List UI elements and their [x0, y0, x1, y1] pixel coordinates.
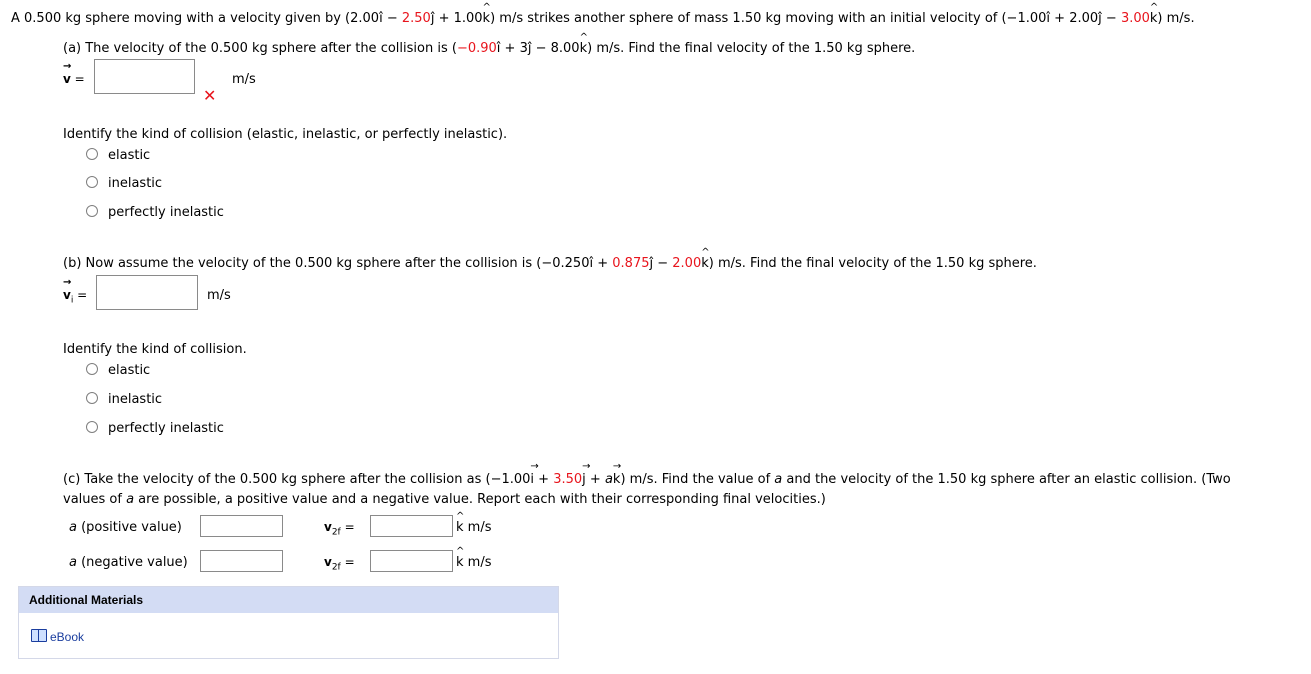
part-b-option-elastic: elastic: [108, 363, 151, 378]
v2f-negative-input[interactable]: [370, 550, 453, 572]
part-b-option-perfectly-inelastic: perfectly inelastic: [108, 421, 224, 436]
part-a-radio-perfectly-inelastic[interactable]: [86, 205, 98, 217]
part-b-unit: m/s: [207, 288, 231, 303]
a-positive-input[interactable]: [200, 515, 283, 537]
a-positive-label: a (positive value): [69, 520, 182, 535]
v2f-positive-input[interactable]: [370, 515, 453, 537]
v2f-negative-unit: ^ k m/s: [456, 555, 492, 570]
part-b-variable-label: → $v_i$ =: [63, 288, 87, 305]
part-b-velocity-input[interactable]: [96, 275, 198, 310]
part-b-option-inelastic: inelastic: [108, 392, 163, 407]
additional-materials-heading: Additional Materials: [19, 587, 558, 613]
part-a-option-perfectly-inelastic: perfectly inelastic: [108, 205, 224, 220]
part-a-unit: m/s: [232, 72, 256, 87]
part-a-variable-label: → v =: [63, 72, 85, 86]
part-a-identify-question: Identify the kind of collision (elastic, inelastic, or perfectly inelastic).: [63, 127, 508, 142]
part-b-radio-perfectly-inelastic[interactable]: [86, 421, 98, 433]
ebook-link[interactable]: [31, 629, 84, 644]
part-b-prompt: (b) Now assume the velocity of the 0.500 kg sphere after the collision is (−0.250î + 0.875ĵ − 2.00^ k) m/s. Find the final velocity of the 1.50 kg sphere.: [63, 256, 1037, 271]
part-c-prompt-line2: values of a are possible, a positive value and a negative value. Report each with their corresponding final velocities.): [63, 492, 826, 507]
problem-statement: A 0.500 kg sphere moving with a velocity given by (2.00î − 2.50ĵ + 1.00^ k) m/s strikes another sphere of mass 1.50 kg moving with an initial velocity of (−1.00î + 2.00ĵ − 3.00^ k) m/s.: [11, 11, 1195, 26]
a-negative-label: a (negative value): [69, 555, 188, 570]
a-negative-input[interactable]: [200, 550, 283, 572]
v2f-positive-unit: ^ k m/s: [456, 520, 492, 535]
part-a-prompt: (a) The velocity of the 0.500 kg sphere after the collision is (−0.90î + 3ĵ − 8.00^ k) m/s. Find the final velocity of the 1.50 kg sphere.: [63, 41, 915, 56]
part-a-option-inelastic: inelastic: [108, 176, 163, 191]
additional-materials-panel: [18, 586, 559, 659]
book-icon: [31, 629, 47, 642]
part-a-radio-inelastic[interactable]: [86, 176, 98, 188]
ebook-label: eBook: [50, 630, 85, 644]
part-a-radio-elastic[interactable]: [86, 148, 98, 160]
part-a-option-elastic: elastic: [108, 148, 151, 163]
v2f-negative-label: $v_{2f}$ =: [324, 555, 355, 573]
part-c-prompt-line1: (c) Take the velocity of the 0.500 kg sphere after the collision as (−1.00→ i + 3.50→ j + a→ k) m/s. Find the value of a and the velocity of the 1.50 kg sphere after an elastic collision. (Two: [63, 472, 1231, 487]
incorrect-x-icon: ✕: [203, 86, 217, 105]
part-b-radio-inelastic[interactable]: [86, 392, 98, 404]
part-b-identify-question: Identify the kind of collision.: [63, 342, 247, 357]
v2f-positive-label: $v_{2f}$ =: [324, 520, 355, 538]
part-a-velocity-input[interactable]: [94, 59, 195, 94]
part-b-radio-elastic[interactable]: [86, 363, 98, 375]
